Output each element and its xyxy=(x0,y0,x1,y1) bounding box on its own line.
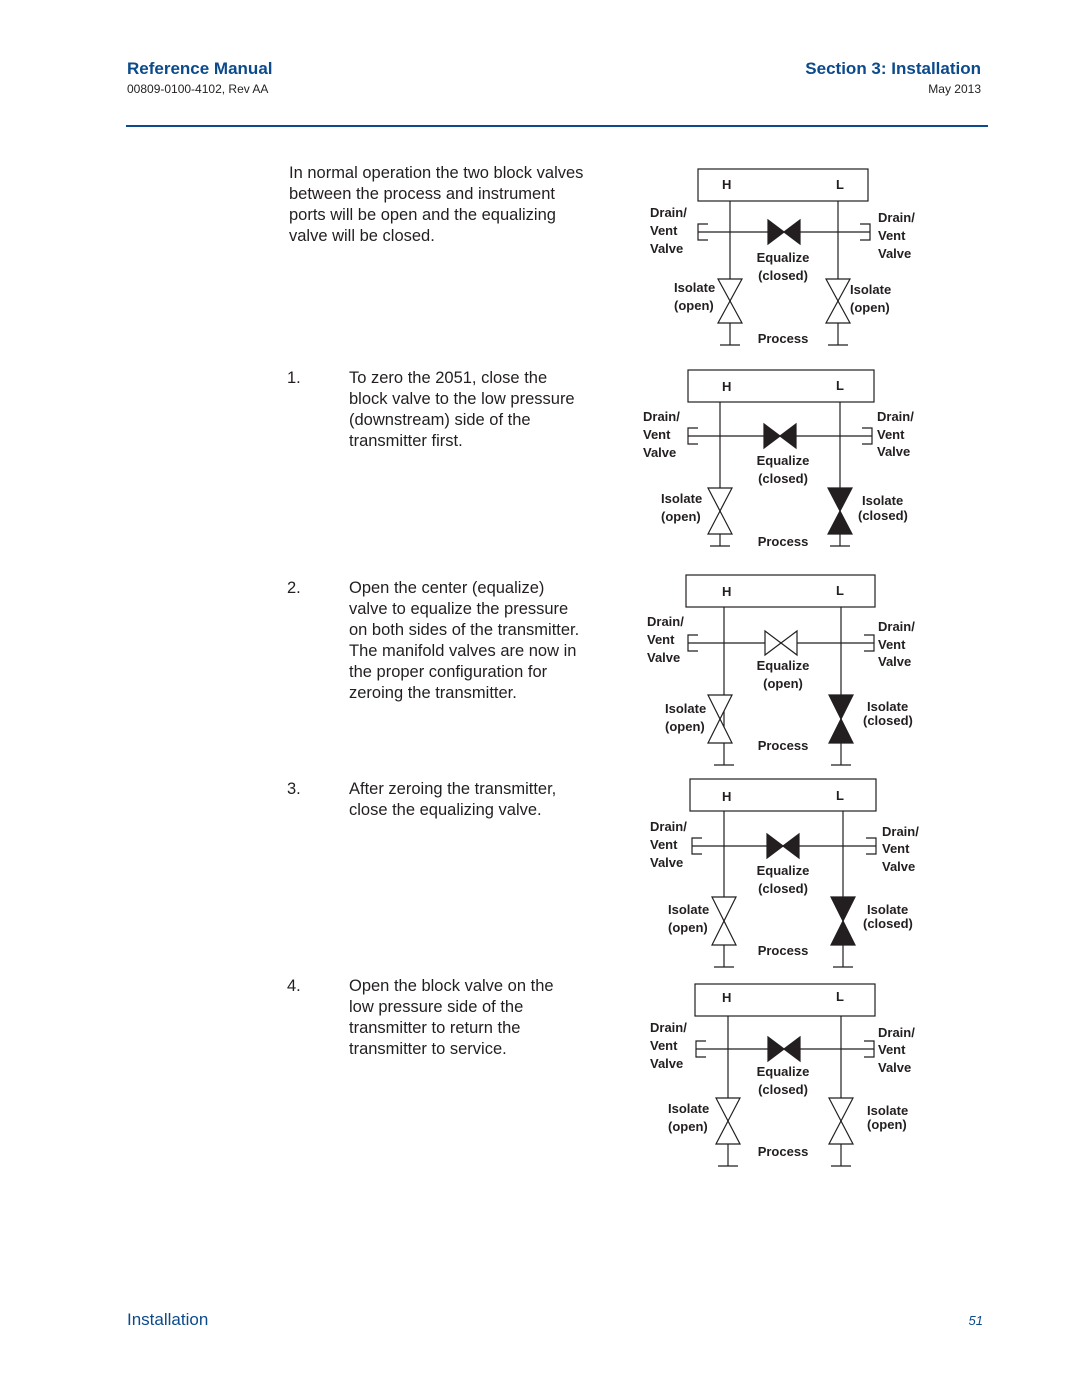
manifold-diagram-1 xyxy=(640,167,940,367)
vent-label-right: Vent xyxy=(878,228,906,243)
isolate-label-right: Isolate xyxy=(867,699,909,714)
valve-label-left: Valve xyxy=(647,650,681,665)
isolate-state-right: (closed) xyxy=(863,713,913,728)
vent-label-left: Vent xyxy=(647,632,675,647)
valve-label-right: Valve xyxy=(882,859,916,874)
isolate-state-left: (open) xyxy=(674,298,714,313)
valve-label-right: Valve xyxy=(878,1060,912,1075)
step-number: 3. xyxy=(287,780,301,798)
transmitter-box xyxy=(688,370,874,402)
vent-label-right: Vent xyxy=(878,637,906,652)
equalize-valve xyxy=(765,631,781,655)
step-number: 2. xyxy=(287,579,301,597)
drain-label-right: Drain/ xyxy=(882,824,919,839)
vent-label-right: Vent xyxy=(882,841,910,856)
isolate-label-right: Isolate xyxy=(867,1103,909,1118)
vent-label-left: Vent xyxy=(650,837,678,852)
isolate-valve-right xyxy=(829,1098,853,1121)
valve-label-right: Valve xyxy=(878,246,912,261)
drain-label-right: Drain/ xyxy=(878,1025,915,1040)
process-label: Process xyxy=(757,943,809,958)
drain-label-left: Drain/ xyxy=(650,819,687,834)
isolate-state-right: (closed) xyxy=(858,508,908,523)
step-text: To zero the 2051, close the block valve to the low pressure (downstream) side of the transmitter first. xyxy=(349,369,575,450)
isolate-label-right: Isolate xyxy=(867,902,909,917)
l-label: L xyxy=(836,378,844,393)
isolate-label-right: Isolate xyxy=(862,493,904,508)
drain-label-left: Drain/ xyxy=(650,205,687,220)
header-divider xyxy=(126,125,988,127)
isolate-state-left: (open) xyxy=(661,509,701,524)
manifold-diagram-3 xyxy=(640,573,940,773)
isolate-label-left: Isolate xyxy=(668,1101,710,1116)
vent-label-right: Vent xyxy=(877,427,905,442)
vent-label-left: Vent xyxy=(643,427,671,442)
isolate-label-left: Isolate xyxy=(661,491,703,506)
intro-paragraph: In normal operation the two block valves between the process and instrument ports will be open and the equalizing valve will be closed. xyxy=(289,164,584,245)
transmitter-box xyxy=(686,575,875,607)
isolate-state-right: (closed) xyxy=(863,916,913,931)
isolate-valve-right xyxy=(829,695,853,719)
equalize-label: Equalize xyxy=(756,1064,810,1079)
equalize-label: Equalize xyxy=(756,658,810,673)
valve-label-left: Valve xyxy=(650,1056,684,1071)
publication-date: May 2013 xyxy=(928,82,981,96)
equalize-valve xyxy=(768,1037,784,1061)
equalize-state: (closed) xyxy=(758,1082,808,1097)
h-label: H xyxy=(722,789,732,804)
l-label: L xyxy=(836,583,844,598)
equalize-valve xyxy=(768,220,784,244)
step-number: 4. xyxy=(287,977,301,995)
isolate-valve-left xyxy=(708,488,732,511)
isolate-valve-left xyxy=(716,1098,740,1121)
equalize-label: Equalize xyxy=(756,250,810,265)
process-label: Process xyxy=(757,534,809,549)
equalize-state: (closed) xyxy=(758,268,808,283)
manual-title: Reference Manual xyxy=(127,59,273,78)
valve-label-left: Valve xyxy=(650,241,684,256)
step-text: Open the center (equalize) valve to equalize the pressure on both sides of the transmitter. The manifold valves are now in the proper configuration for zeroing the transmitter. xyxy=(349,579,580,702)
drain-label-left: Drain/ xyxy=(643,409,680,424)
section-title: Section 3: Installation xyxy=(805,59,981,78)
drain-label-right: Drain/ xyxy=(878,210,915,225)
step-number: 1. xyxy=(287,369,301,387)
step-text: After zeroing the transmitter, close the equalizing valve. xyxy=(349,780,557,819)
isolate-valve-right xyxy=(831,897,855,921)
drain-label-left: Drain/ xyxy=(647,614,684,629)
isolate-state-left: (open) xyxy=(668,1119,708,1134)
header-left xyxy=(127,58,273,97)
isolate-label-left: Isolate xyxy=(665,701,707,716)
vent-label-right: Vent xyxy=(878,1042,906,1057)
isolate-valve-left xyxy=(708,695,732,719)
vent-label-left: Vent xyxy=(650,1038,678,1053)
isolate-valve-right xyxy=(826,279,850,301)
isolate-label-right: Isolate xyxy=(850,282,892,297)
process-label: Process xyxy=(757,331,809,346)
l-label: L xyxy=(836,989,844,1004)
isolate-state-right: (open) xyxy=(867,1117,907,1132)
manifold-diagram-2 xyxy=(640,368,940,568)
manifold-diagram-4 xyxy=(640,777,940,977)
equalize-state: (open) xyxy=(763,676,803,691)
step-text: Open the block valve on the low pressure side of the transmitter to return the transmitter to service. xyxy=(349,977,554,1058)
drain-label-right: Drain/ xyxy=(877,409,914,424)
header-right xyxy=(805,58,981,97)
equalize-state: (closed) xyxy=(758,471,808,486)
equalize-label: Equalize xyxy=(756,453,810,468)
valve-label-right: Valve xyxy=(877,444,911,459)
transmitter-box xyxy=(690,779,876,811)
valve-label-right: Valve xyxy=(878,654,912,669)
equalize-valve xyxy=(767,834,783,858)
h-label: H xyxy=(722,379,732,394)
equalize-state: (closed) xyxy=(758,881,808,896)
valve-label-left: Valve xyxy=(643,445,677,460)
equalize-label: Equalize xyxy=(756,863,810,878)
process-label: Process xyxy=(757,1144,809,1159)
isolate-label-left: Isolate xyxy=(668,902,710,917)
isolate-valve-left xyxy=(718,279,742,301)
drain-label-left: Drain/ xyxy=(650,1020,687,1035)
vent-label-left: Vent xyxy=(650,223,678,238)
process-label: Process xyxy=(757,738,809,753)
manifold-diagram-5 xyxy=(640,982,940,1182)
isolate-label-left: Isolate xyxy=(674,280,716,295)
drain-label-right: Drain/ xyxy=(878,619,915,634)
isolate-state-left: (open) xyxy=(665,719,705,734)
isolate-state-right: (open) xyxy=(850,300,890,315)
footer-section-name: Installation xyxy=(127,1310,209,1329)
page-number: 51 xyxy=(968,1313,983,1328)
h-label: H xyxy=(722,584,732,599)
valve-label-left: Valve xyxy=(650,855,684,870)
h-label: H xyxy=(722,177,732,192)
l-label: L xyxy=(836,788,844,803)
isolate-state-left: (open) xyxy=(668,920,708,935)
l-label: L xyxy=(836,177,844,192)
isolate-valve-left xyxy=(712,897,736,921)
equalize-valve xyxy=(764,424,780,448)
document-number: 00809-0100-4102, Rev AA xyxy=(127,82,269,96)
isolate-valve-right xyxy=(828,488,852,511)
h-label: H xyxy=(722,990,732,1005)
